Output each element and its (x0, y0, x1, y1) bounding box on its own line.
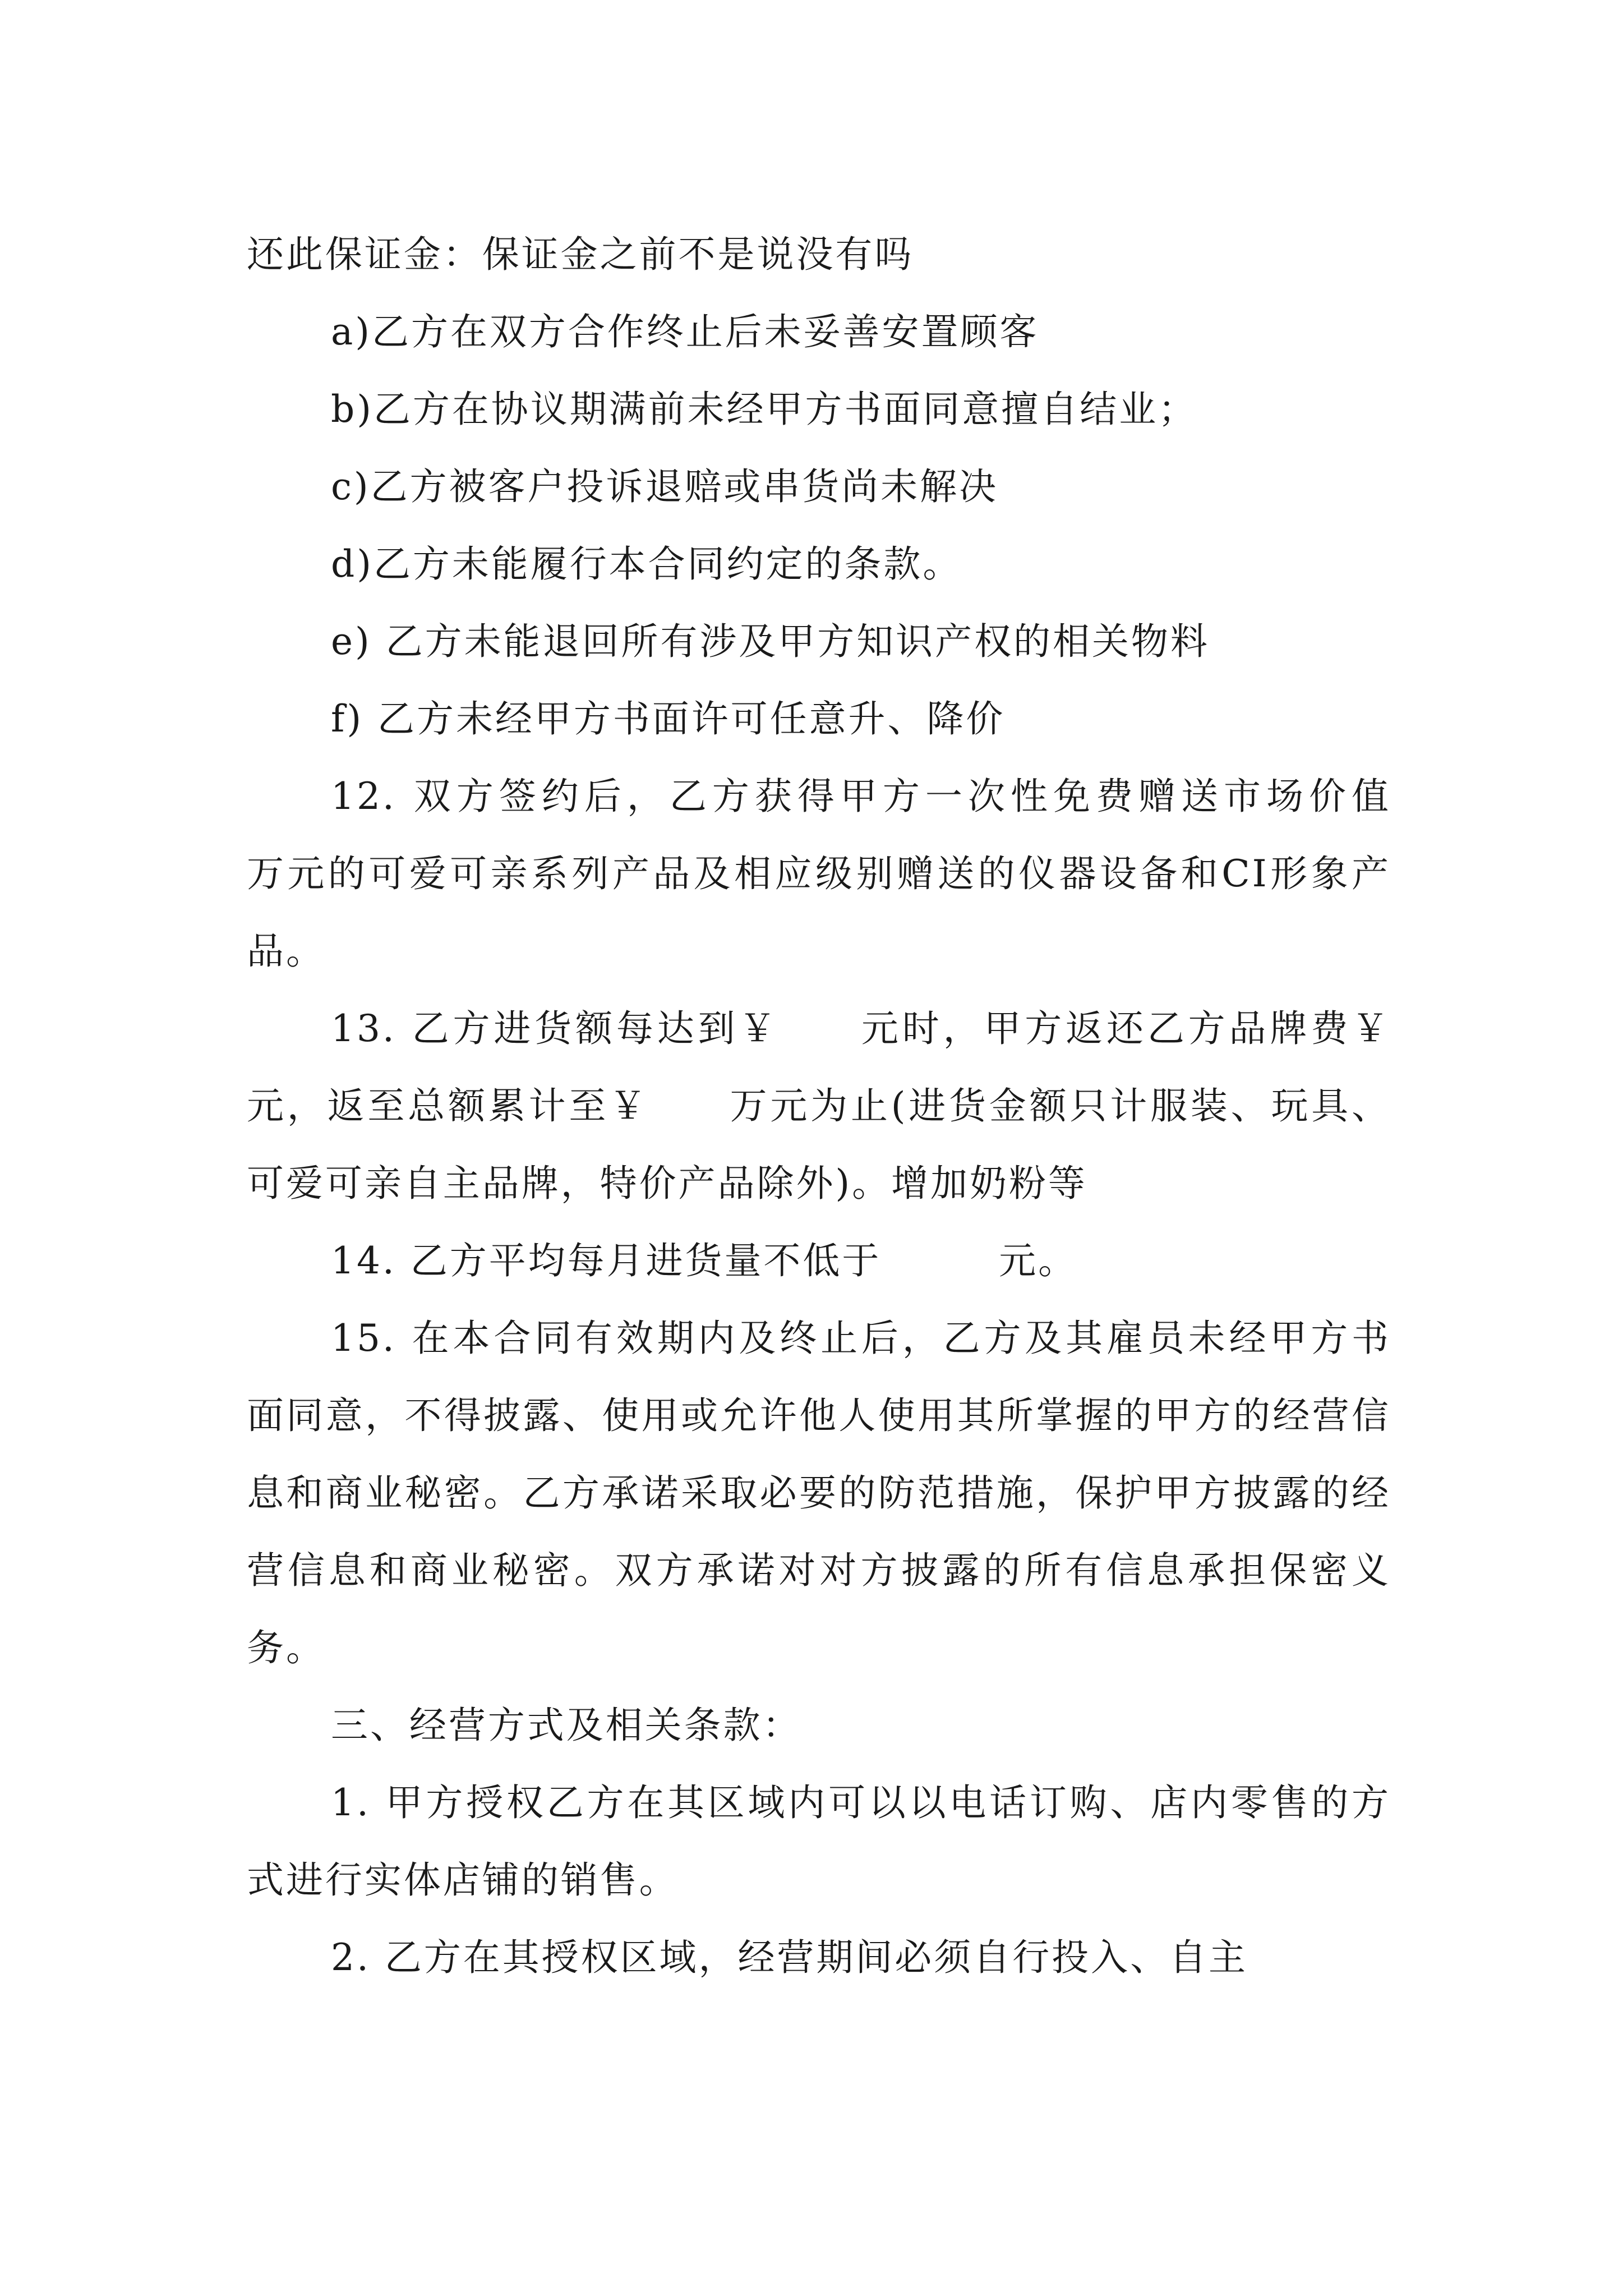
clause-item-e: e) 乙方未能退回所有涉及甲方知识产权的相关物料 (331, 620, 1210, 663)
clause-item-b: b)乙方在协议期满前未经甲方书面同意擅自结业； (331, 388, 1198, 431)
clause-item-c: c)乙方被客户投诉退赔或串货尚未解决 (331, 465, 998, 508)
clause-14: 14. 乙方平均每月进货量不低于 元。 (331, 1239, 1078, 1282)
section-heading-3: 三、经营方式及相关条款： (331, 1704, 802, 1747)
clause-12: 12. 双方签约后，乙方获得甲方一次性免费赠送市场价值 万元的可爱可亲系列产品及相应级别赠送的仪器设备和CI形象产品。 (247, 775, 1469, 973)
clause-item-a: a)乙方在双方合作终止后未妥善安置顾客 (331, 310, 1039, 353)
clause-item-d: d)乙方未能履行本合同约定的条款。 (331, 542, 962, 586)
clause-15: 15. 在本合同有效期内及终止后，乙方及其雇员未经甲方书面同意，不得披露、使用或允许他人使用其所掌握的甲方的经营信息和商业秘密。乙方承诺采取必要的防范措施，保护甲方披露的经营信息和商业秘密。双方承诺对对方披露的所有信息承担保密义务。 (247, 1317, 1391, 1669)
clause-item-f: f) 乙方未经甲方书面许可任意升、降价 (331, 697, 1006, 740)
section-3-clause-1: 1. 甲方授权乙方在其区域内可以以电话订购、店内零售的方式进行实体店铺的销售。 (247, 1781, 1391, 1902)
clause-13: 13. 乙方进货额每达到￥ 元时，甲方返还乙方品牌费￥ 元，返至总额累计至￥ 万元为止(进货金额只计服装、玩具、可爱可亲自主品牌，特价产品除外)。增加奶粉等 (247, 1007, 1469, 1205)
section-3-clause-2: 2. 乙方在其授权区域，经营期间必须自行投入、自主 (331, 1936, 1248, 1979)
paragraph-deposit-return: 还此保证金：保证金之前不是说没有吗 (247, 233, 914, 276)
document-body (247, 216, 1469, 1996)
